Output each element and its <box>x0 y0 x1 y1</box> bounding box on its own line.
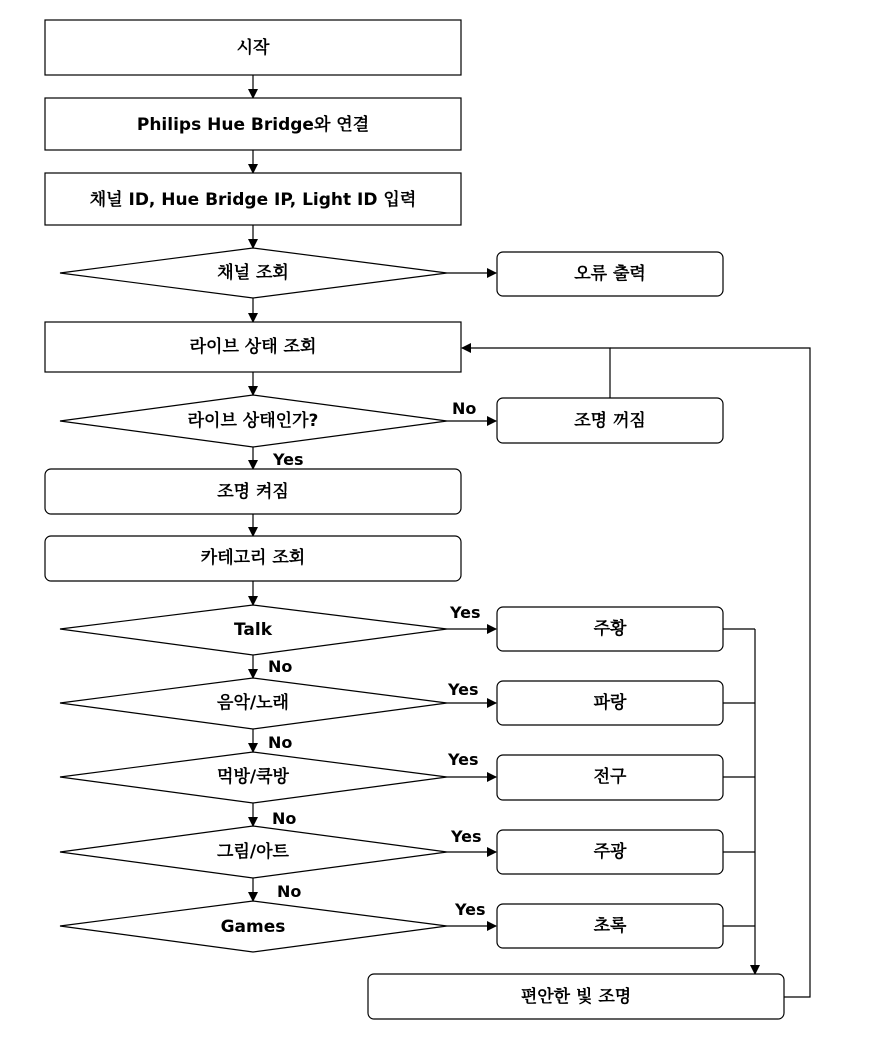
talk-label: Talk <box>233 620 273 640</box>
yes-label-music: Yes <box>448 680 479 699</box>
node-start <box>45 20 461 75</box>
node-input <box>45 173 461 225</box>
blue-label: 파랑 <box>593 693 627 713</box>
comfort-label: 편안한 빛 조명 <box>520 987 632 1007</box>
music-label: 음악/노래 <box>217 693 289 713</box>
node-blue <box>497 681 723 725</box>
decision-talk <box>60 605 447 655</box>
decision-mukbang <box>60 752 447 803</box>
arrow-off-live <box>462 348 610 398</box>
node-daylight <box>497 830 723 874</box>
art-label: 그림/아트 <box>217 842 289 862</box>
daylight-label: 주광 <box>593 842 627 862</box>
no-label-live: No <box>452 399 477 418</box>
node-bulb <box>497 755 723 800</box>
error-output-label: 오류 출력 <box>574 264 646 284</box>
no-label-music: No <box>268 733 293 752</box>
mukbang-label: 먹방/쿡방 <box>217 767 289 787</box>
category-query-label: 카테고리 조회 <box>200 548 306 568</box>
node-connect <box>45 98 461 150</box>
decision-channel-query <box>60 248 447 298</box>
node-green <box>497 904 723 948</box>
decision-games <box>60 901 447 952</box>
node-orange <box>497 607 723 651</box>
node-light-off <box>497 398 723 443</box>
light-off-label: 조명 꺼짐 <box>574 411 646 431</box>
orange-label: 주황 <box>593 619 627 639</box>
node-live-query <box>45 322 461 372</box>
node-comfort <box>368 974 784 1019</box>
yes-label-live: Yes <box>273 450 304 469</box>
no-label-talk: No <box>268 657 293 676</box>
decision-is-live <box>60 395 447 447</box>
node-category-query <box>45 536 461 581</box>
yes-label-talk: Yes <box>450 603 481 622</box>
node-error-output <box>497 252 723 296</box>
yes-label-games: Yes <box>455 900 486 919</box>
start-label: 시작 <box>236 38 270 58</box>
connect-label: Philips Hue Bridge와 연결 <box>136 115 370 135</box>
yes-label-art: Yes <box>451 827 482 846</box>
no-label-art: No <box>277 882 302 901</box>
light-on-label: 조명 켜짐 <box>217 482 289 502</box>
yes-label-mukbang: Yes <box>448 750 479 769</box>
games-label: Games <box>220 917 286 937</box>
no-label-mukbang: No <box>272 809 297 828</box>
green-label: 초록 <box>593 916 627 936</box>
channel-query-label: 채널 조회 <box>217 263 289 283</box>
input-label: 채널 ID, Hue Bridge IP, Light ID 입력 <box>89 190 417 210</box>
bulb-label: 전구 <box>593 767 627 787</box>
decision-music <box>60 678 447 729</box>
live-query-label: 라이브 상태 조회 <box>189 337 317 357</box>
decision-art <box>60 826 447 878</box>
line-comfort-live <box>610 348 810 997</box>
node-light-on <box>45 469 461 514</box>
is-live-label: 라이브 상태인가? <box>187 411 319 431</box>
